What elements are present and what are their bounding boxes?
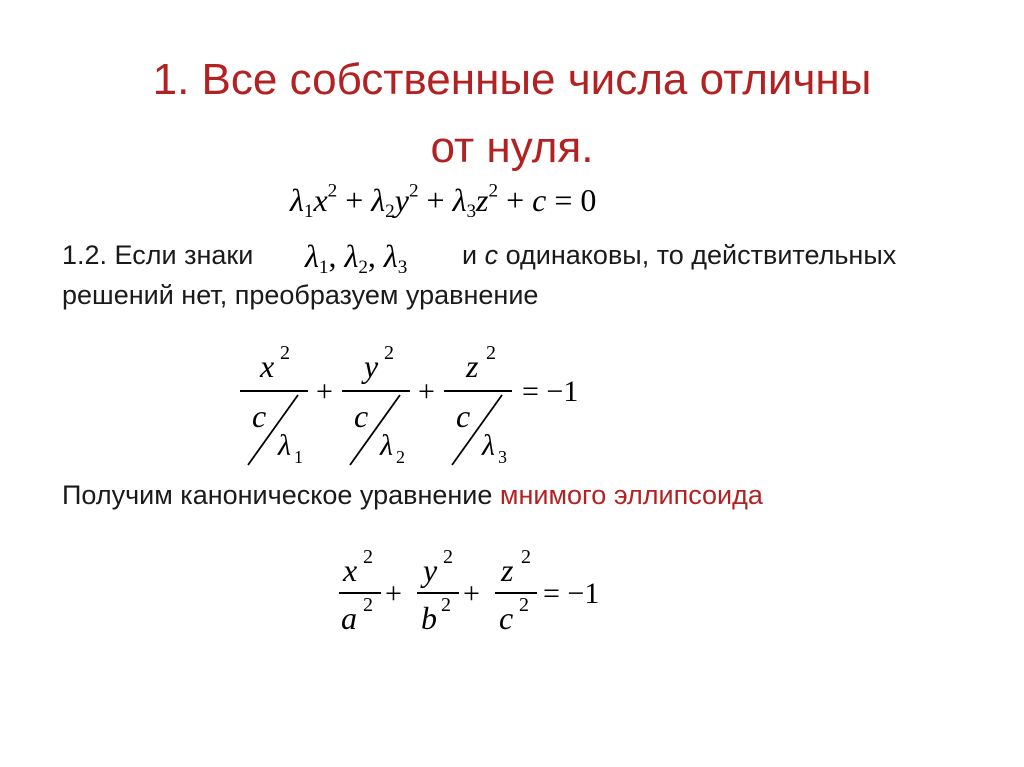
- svg-text:2: 2: [521, 546, 531, 568]
- lambda-symbol: λ: [290, 182, 304, 218]
- imaginary-ellipsoid-term: мнимого эллипсоида: [499, 480, 763, 510]
- svg-text:2: 2: [384, 342, 394, 364]
- slide-title-line-1: 1. Все собственные числа отличны: [152, 55, 872, 104]
- svg-text:λ: λ: [482, 429, 495, 462]
- svg-text:b: b: [421, 600, 437, 636]
- svg-text:λ: λ: [380, 429, 393, 462]
- canonical-term-y: [417, 546, 459, 636]
- plus-sign: +: [463, 577, 480, 610]
- svg-text:a: a: [341, 600, 357, 636]
- svg-text:2: 2: [363, 594, 373, 616]
- plus-sign: +: [316, 375, 333, 408]
- equals-minus-one: = −1: [522, 375, 579, 408]
- fraction-term-y: [342, 342, 410, 467]
- canonical-term-x: [339, 546, 381, 636]
- svg-text:2: 2: [363, 546, 373, 568]
- svg-text:z: z: [501, 552, 514, 588]
- paragraph-signs-label: 1.2. Если знаки: [62, 240, 254, 270]
- slide-title-line-2: от нуля.: [430, 123, 594, 172]
- svg-text:c: c: [499, 600, 514, 636]
- fraction-term-x: [240, 342, 308, 467]
- svg-text:c: c: [456, 398, 471, 434]
- svg-text:2: 2: [441, 594, 451, 616]
- plus-sign: +: [418, 375, 435, 408]
- svg-text:λ: λ: [278, 429, 291, 462]
- svg-text:2: 2: [396, 447, 405, 467]
- svg-text:2: 2: [280, 342, 290, 364]
- lambda-list: $\lambda_1$, $\lambda_2$, $\lambda_3$: [305, 238, 408, 278]
- paragraph-canonical: Получим каноническое уравнение мнимого эллипсоида: [62, 480, 763, 510]
- svg-text:x: x: [260, 348, 275, 384]
- svg-text:1: 1: [294, 447, 303, 467]
- canonical-equation: [335, 545, 625, 645]
- svg-text:2: 2: [519, 594, 529, 616]
- equals-minus-one: = −1: [543, 577, 600, 610]
- fraction-term-z: [444, 342, 512, 467]
- svg-text:y: y: [364, 348, 379, 384]
- svg-text:c: c: [354, 398, 369, 434]
- svg-text:z: z: [466, 348, 479, 384]
- svg-text:2: 2: [486, 342, 496, 364]
- svg-text:3: 3: [498, 447, 507, 467]
- svg-text:x: x: [343, 552, 358, 588]
- paragraph-signs-line-2: решений нет, преобразуем уравнение: [62, 280, 539, 310]
- svg-text:2: 2: [443, 546, 453, 568]
- svg-text:y: y: [423, 552, 438, 588]
- paragraph-signs-tail: и c одинаковы, то действительных: [462, 240, 897, 270]
- canonical-term-z: [495, 546, 537, 636]
- plus-sign: +: [385, 577, 402, 610]
- svg-text:c: c: [252, 398, 267, 434]
- quadric-equation: $\lambda_1x^2 + \lambda_2y^2 + \lambda_3z^2 + c = 0$: [290, 180, 597, 222]
- transformed-equation: [230, 335, 610, 475]
